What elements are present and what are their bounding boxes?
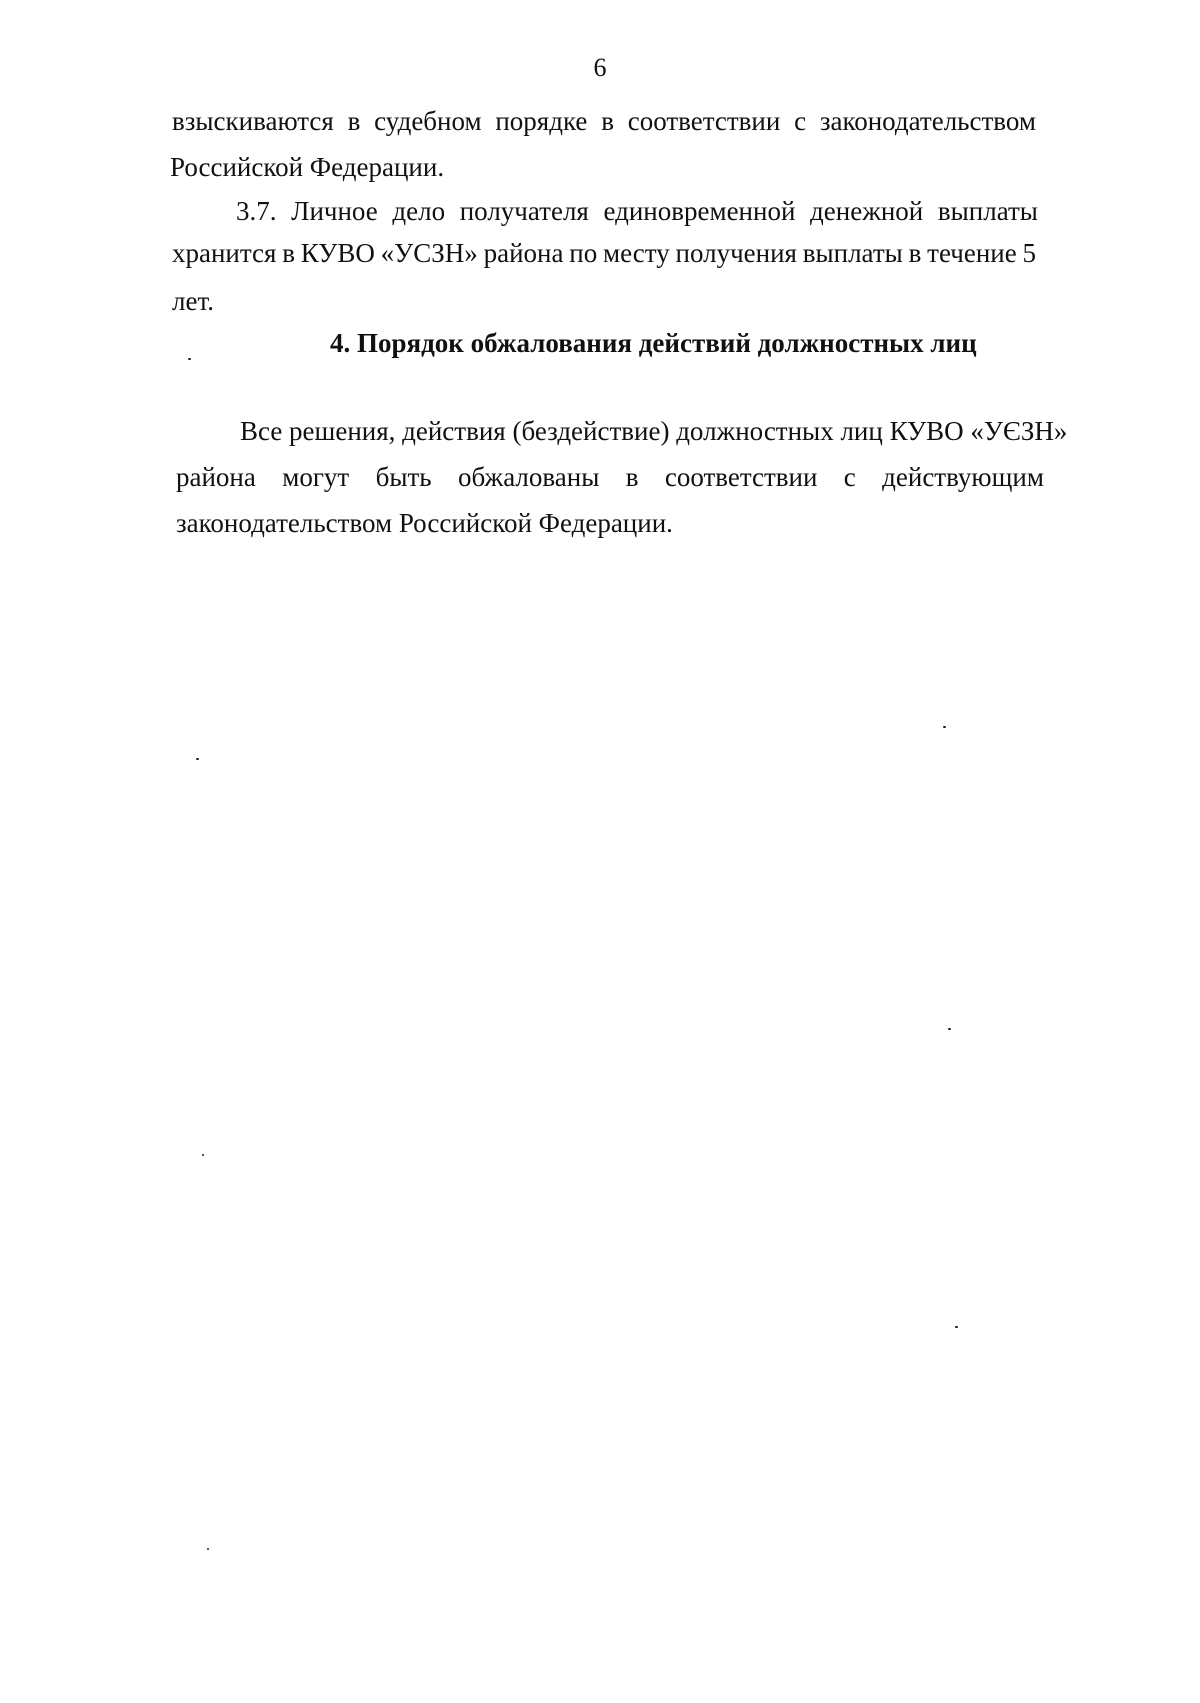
word: течение [927, 238, 1017, 268]
page-number: 6 [593, 53, 607, 82]
paragraph-1-line-2: Российской Федерации. [170, 152, 445, 182]
word: КУВО [300, 238, 375, 268]
word: выплаты [937, 196, 1038, 226]
word: Личное [291, 196, 378, 226]
paragraph-2-line-1 [236, 194, 1038, 228]
word: действующим [882, 462, 1044, 492]
word: месту [603, 238, 670, 268]
word: взыскиваются [172, 106, 334, 136]
word: 5 [1022, 238, 1036, 268]
word: «УСЗН» [380, 238, 478, 268]
word: соответствии [627, 106, 781, 136]
word: в [601, 106, 614, 136]
paragraph-2-line-3: лет. [172, 286, 214, 316]
paragraph-3-line-1: Все решения, действия (бездействие) должностных лиц КУВО «УЄЗН» [240, 416, 1068, 446]
word: получателя [459, 196, 589, 226]
word: обжалованы [457, 462, 600, 492]
word: дело [392, 196, 446, 226]
word: порядке [495, 106, 588, 136]
scan-speck [955, 1326, 958, 1328]
word: получения [675, 238, 797, 268]
paragraph-3-line-2 [176, 460, 1044, 494]
scan-speck [202, 1154, 204, 1156]
scan-speck [943, 726, 946, 728]
paragraph-2-line-2 [172, 236, 1036, 270]
word: судебном [374, 106, 482, 136]
word: по [569, 238, 598, 268]
word: района [483, 238, 564, 268]
scan-speck [948, 1028, 951, 1030]
word: 3.7. [236, 196, 277, 226]
scan-speck [188, 358, 191, 360]
word: в [282, 238, 295, 268]
word: в [625, 462, 639, 492]
word: района [176, 462, 256, 492]
word: денежной [810, 196, 924, 226]
word: с [794, 106, 807, 136]
scan-speck [196, 758, 199, 760]
word: в [908, 238, 922, 268]
word: быть [375, 462, 432, 492]
word: выплаты [802, 238, 903, 268]
section-heading: 4. Порядок обжалования действий должностных лиц [330, 328, 977, 358]
word: могут [282, 462, 350, 492]
word: с [843, 462, 856, 492]
word: в [347, 106, 361, 136]
word: хранится [172, 238, 277, 268]
paragraph-3-line-3: законодательством Российской Федерации. [176, 508, 673, 538]
word: законодательством [819, 106, 1036, 136]
word: единовременной [603, 196, 796, 226]
word: соответствии [664, 462, 818, 492]
scan-speck [207, 1548, 209, 1550]
paragraph-1-line-1 [172, 104, 1036, 138]
